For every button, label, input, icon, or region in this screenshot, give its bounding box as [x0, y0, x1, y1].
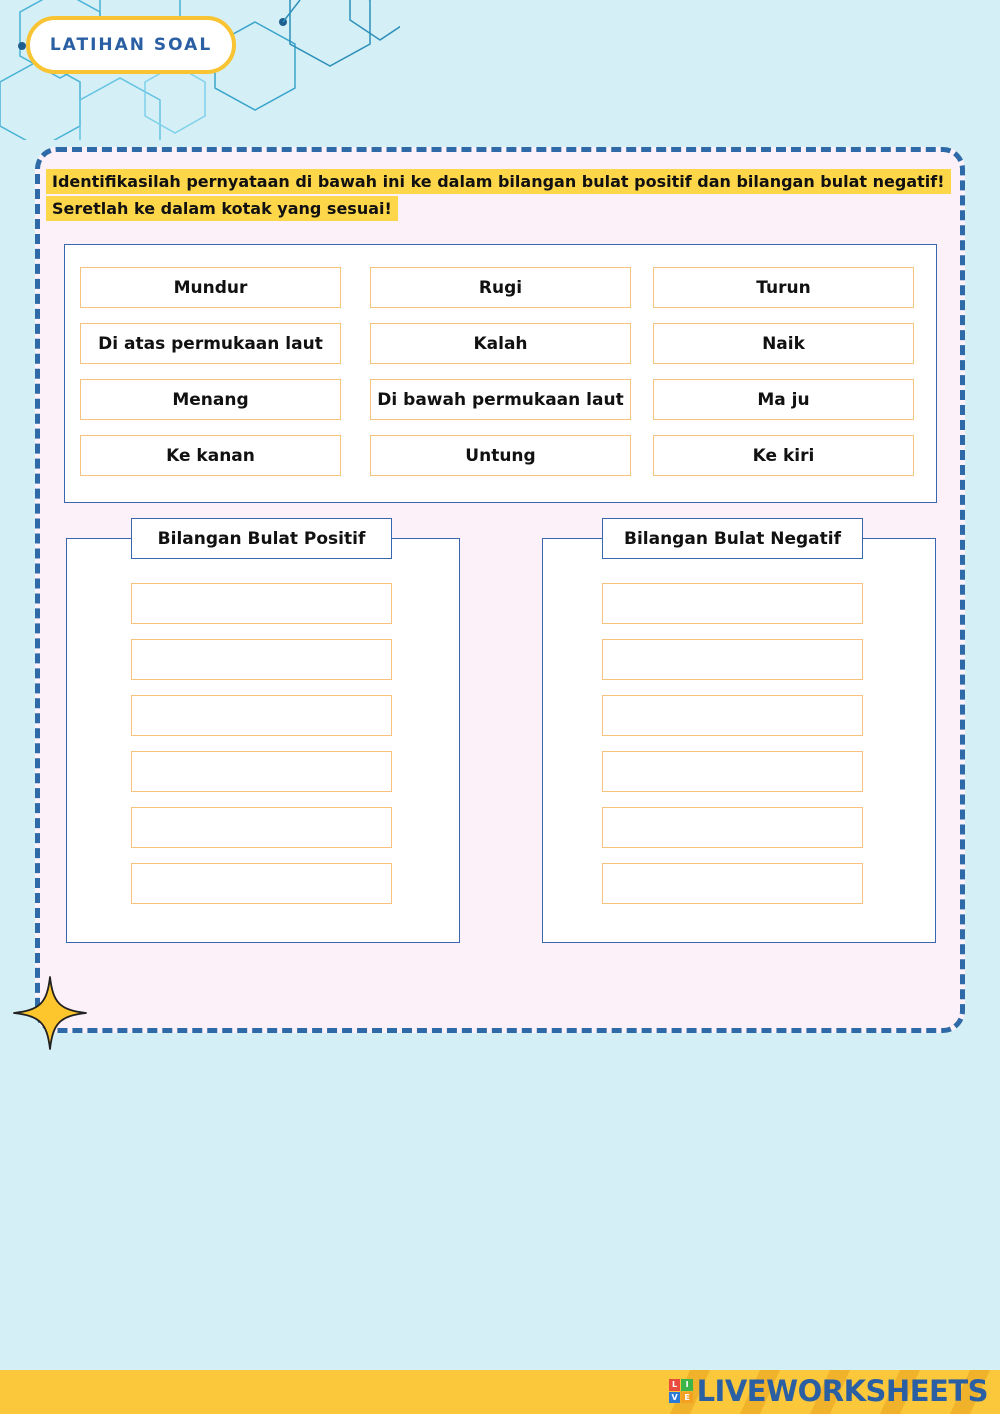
instruction-line-2: Seretlah ke dalam kotak yang sesuai! — [46, 196, 398, 221]
draggable-word-card[interactable]: Ke kanan — [80, 435, 341, 476]
liveworksheets-mark-icon: L I V E — [669, 1379, 693, 1403]
section-title-badge: LATIHAN SOAL — [26, 16, 236, 74]
positive-drop-slot[interactable] — [131, 695, 392, 736]
negative-drop-slot[interactable] — [602, 863, 863, 904]
instruction-line-1: Identifikasilah pernyataan di bawah ini ke dalam bilangan bulat positif dan bilangan bulat negatif! — [46, 169, 951, 194]
draggable-word-card[interactable]: Ke kiri — [653, 435, 914, 476]
word-bank — [64, 244, 937, 503]
positive-drop-slot[interactable] — [131, 583, 392, 624]
sparkle-star-icon — [12, 975, 88, 1051]
draggable-word-card[interactable]: Di atas permukaan laut — [80, 323, 341, 364]
draggable-word-card[interactable]: Menang — [80, 379, 341, 420]
positive-box-title: Bilangan Bulat Positif — [131, 518, 392, 559]
draggable-word-card[interactable]: Untung — [370, 435, 631, 476]
draggable-word-card[interactable]: Mundur — [80, 267, 341, 308]
draggable-word-card[interactable]: Di bawah permukaan laut — [370, 379, 631, 420]
positive-drop-slot[interactable] — [131, 863, 392, 904]
draggable-word-card[interactable]: Kalah — [370, 323, 631, 364]
negative-box-title: Bilangan Bulat Negatif — [602, 518, 863, 559]
negative-drop-slot[interactable] — [602, 751, 863, 792]
draggable-word-card[interactable]: Naik — [653, 323, 914, 364]
positive-drop-slot[interactable] — [131, 639, 392, 680]
positive-drop-slot[interactable] — [131, 807, 392, 848]
instruction-text — [46, 168, 958, 222]
negative-drop-slot[interactable] — [602, 639, 863, 680]
negative-drop-slot[interactable] — [602, 695, 863, 736]
liveworksheets-wordmark: LIVEWORKSHEETS — [696, 1374, 988, 1408]
negative-drop-slot[interactable] — [602, 583, 863, 624]
positive-drop-slot[interactable] — [131, 751, 392, 792]
draggable-word-card[interactable]: Rugi — [370, 267, 631, 308]
draggable-word-card[interactable]: Turun — [653, 267, 914, 308]
draggable-word-card[interactable]: Ma ju — [653, 379, 914, 420]
negative-drop-slot[interactable] — [602, 807, 863, 848]
liveworksheets-logo — [669, 1371, 988, 1411]
